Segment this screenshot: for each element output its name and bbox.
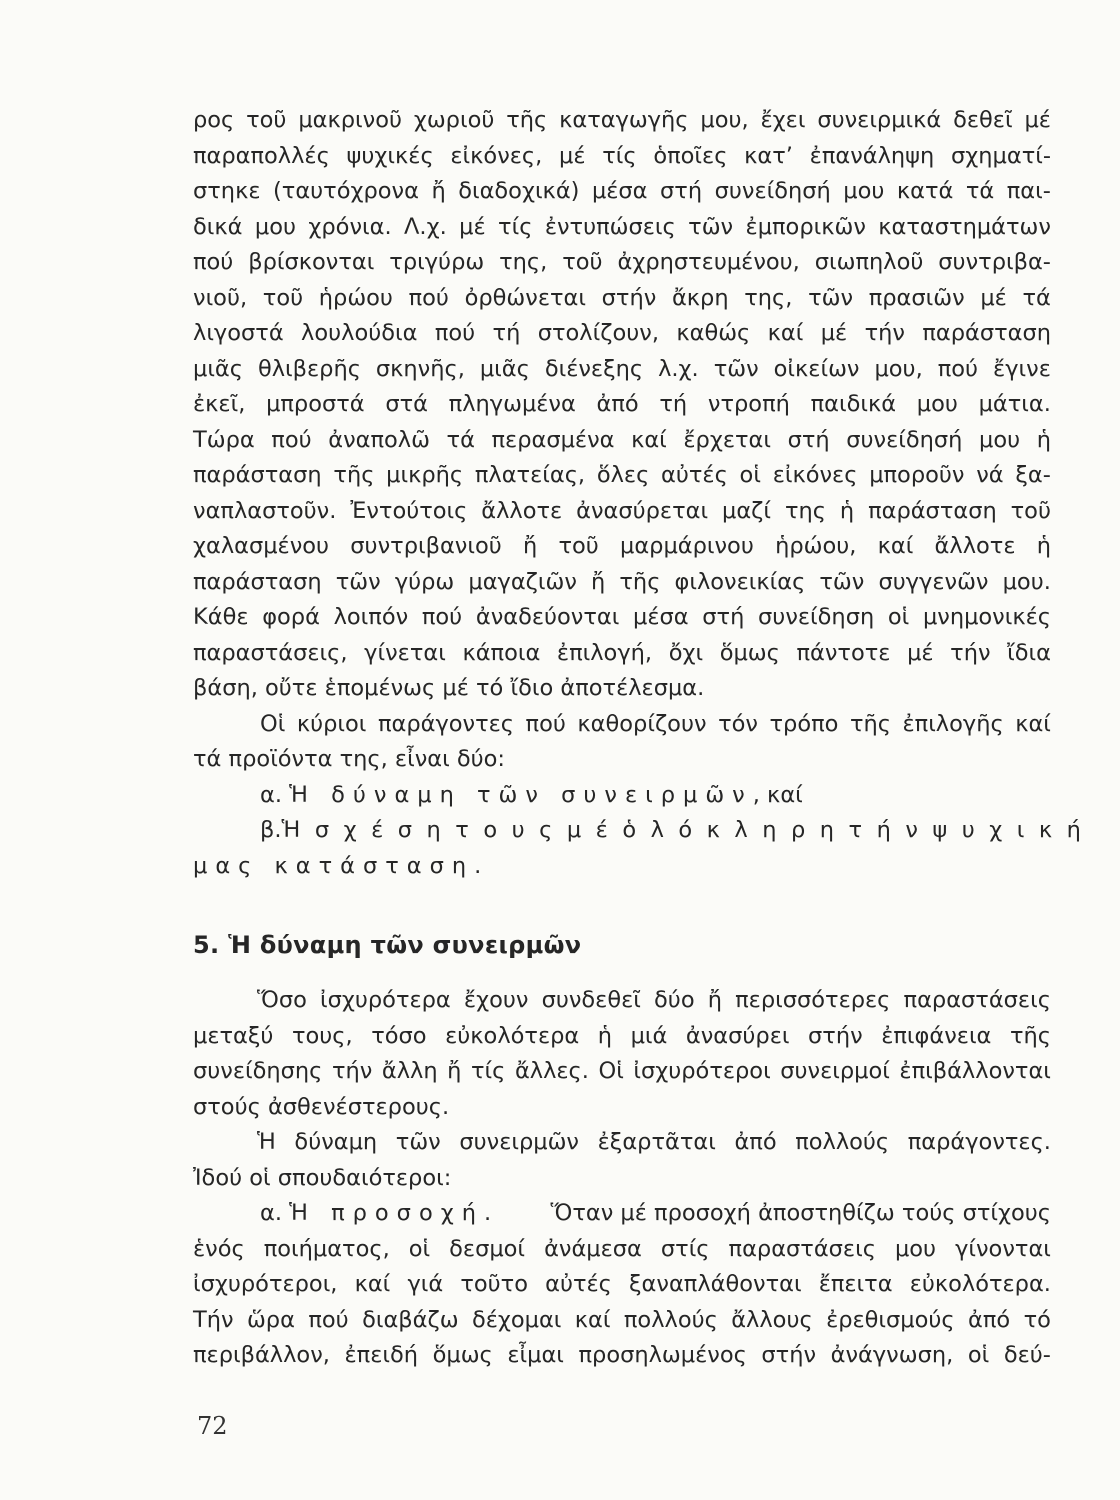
attention-marker: α. <box>260 1200 282 1226</box>
factor-b-tail: . <box>474 852 482 879</box>
text-line: νιοῦ, τοῦ ἡρώου πού ὀρθώνεται στήν ἄκρη της, τῶν πρασιῶν μέ τά <box>193 284 1051 311</box>
main-paragraph <box>193 103 1096 884</box>
text-line: Ἡ δύναμη τῶν συνειρμῶν ἐξαρτᾶται ἀπό πολλούς παράγοντες. <box>257 1129 1051 1155</box>
page-number: 72 <box>197 1412 228 1440</box>
text-line: Ὅσο ἰσχυρότερα ἔχουν συνδεθεῖ δύο ἤ περισσότερες παραστάσεις <box>257 987 1051 1013</box>
factor-a-tail: , καί <box>752 781 803 808</box>
factor-b-marker: β. <box>260 817 282 843</box>
factor-b-word: σχέση <box>314 817 456 843</box>
text-line: Ἰδού οἱ σπουδαιότεροι: <box>193 1164 452 1191</box>
text-line: Τήν ὥρα πού διαβάζω δέχομαι καί πολλούς ἄλλους ἐρεθισμούς ἀπό τό <box>193 1306 1051 1333</box>
text-line: παράσταση τῶν γύρω μαγαζιῶν ἤ τῆς φιλονεικίας τῶν συγγενῶν μου. <box>193 568 1051 595</box>
section-heading: 5. Ἡ δύναμη τῶν συνειρμῶν <box>193 931 582 959</box>
factor-b-word: μέ <box>566 817 623 843</box>
text-line: μιᾶς θλιβερῆς σκηνῆς, μιᾶς διένεξης λ.χ. τῶν οἰκείων μου, πού ἔγινε <box>193 355 1051 382</box>
text-line: παραπολλές ψυχικές εἰκόνες, μέ τίς ὁποῖες κατ’ ἐπανάληψη σχηματί- <box>193 142 1051 169</box>
text-line: ἐκεῖ, μπροστά στά πληγωμένα ἀπό τή ντροπή παιδικά μου μάτια. <box>193 391 1051 417</box>
factor-b-line <box>193 813 1096 849</box>
factor-b-line-2 <box>193 849 1051 885</box>
factors-intro-line: τά προϊόντα της, εἶναι δύο: <box>193 746 505 772</box>
factor-b-word: τους <box>455 817 567 843</box>
factor-b-emphasis: μας κατάσταση <box>193 852 475 879</box>
factors-intro-line: Οἱ κύριοι παράγοντες πού καθορίζουν τόν τρόπο τῆς ἐπιλογῆς καί <box>260 710 1051 737</box>
text-line: ναπλαστοῦν. Ἐντούτοις ἄλλοτε ἀνασύρεται μαζί της ἡ παράσταση τοῦ <box>193 497 1051 524</box>
attention-emphasis: Ἡ προσοχή. <box>289 1200 500 1226</box>
text-line: περιβάλλον, ἐπειδή ὅμως εἶμαι προσηλωμένος στήν ἀνάγνωση, οἱ δεύ- <box>193 1342 1051 1368</box>
text-line: παραστάσεις, γίνεται κάποια ἐπιλογή, ὄχι ὅμως πάντοτε μέ τήν ἴδια <box>193 639 1051 666</box>
text-line: συνείδησης τήν ἄλλη ἤ τίς ἄλλες. Οἱ ἰσχυρότεροι συνειρμοί ἐπιβάλλονται <box>193 1058 1051 1084</box>
text-line: Τώρα πού ἀναπολῶ τά περασμένα καί ἔρχεται στή συνείδησή μου ἡ <box>193 426 1051 453</box>
factor-a-line <box>193 778 1051 814</box>
text-line: πού βρίσκονται τριγύρω της, τοῦ ἀχρηστευμένου, σιωπηλοῦ συντριβα- <box>193 249 1051 275</box>
text-line: στηκε (ταυτόχρονα ἤ διαδοχικά) μέσα στή συνείδησή μου κατά τά παι- <box>193 178 1051 204</box>
attention-item-line <box>193 1196 1051 1232</box>
section-body <box>193 983 1051 1374</box>
factor-a-emphasis: Ἡ δύναμη τῶν συνειρμῶν <box>289 781 753 808</box>
text-line: βάση, οὔτε ἑπομένως μέ τό ἴδιο ἀποτέλεσμα. <box>193 675 705 701</box>
text-line: ἰσχυρότεροι, καί γιά τοῦτο αὐτές ξαναπλάθονται ἔπειτα εὐκολότερα. <box>193 1271 1051 1297</box>
text-line: ἑνός ποιήματος, οἱ δεσμοί ἀνάμεσα στίς παραστάσεις μου γίνονται <box>193 1235 1051 1262</box>
attention-rest: Ὅταν μέ προσοχή ἀποστηθίζω τούς στίχους <box>550 1200 1051 1226</box>
text-line: λιγοστά λουλούδια πού τή στολίζουν, καθώς καί μέ τήν παράσταση <box>193 320 1051 346</box>
factor-b-word: τήν <box>848 817 933 843</box>
text-line: μεταξύ τους, τόσο εὐκολότερα ἡ μιά ἀνασύρει στήν ἐπιφάνεια τῆς <box>193 1022 1051 1049</box>
text-line: παράσταση τῆς μικρῆς πλατείας, ὅλες αὐτές οἱ εἰκόνες μποροῦν νά ξα- <box>193 462 1051 488</box>
factor-a-marker: α. <box>260 781 282 808</box>
factor-b-word: ψυχική <box>932 817 1096 843</box>
text-line: στούς ἀσθενέστερους. <box>193 1093 450 1120</box>
text-line: Κάθε φορά λοιπόν πού ἀναδεύονται μέσα στή συνείδηση οἱ μνημονικές <box>193 604 1051 630</box>
factor-b-word: ὁλόκληρη <box>622 817 849 843</box>
text-line: δικά μου χρόνια. Λ.χ. μέ τίς ἐντυπώσεις τῶν ἐμπορικῶν καταστημάτων <box>193 213 1051 240</box>
text-line: χαλασμένου συντριβανιοῦ ἤ τοῦ μαρμάρινου ἡρώου, καί ἄλλοτε ἡ <box>193 533 1051 559</box>
factor-b-word: Ἡ <box>281 817 315 843</box>
text-line: ρος τοῦ μακρινοῦ χωριοῦ τῆς καταγωγῆς μου, ἔχει συνειρμικά δεθεῖ μέ <box>193 107 1051 133</box>
